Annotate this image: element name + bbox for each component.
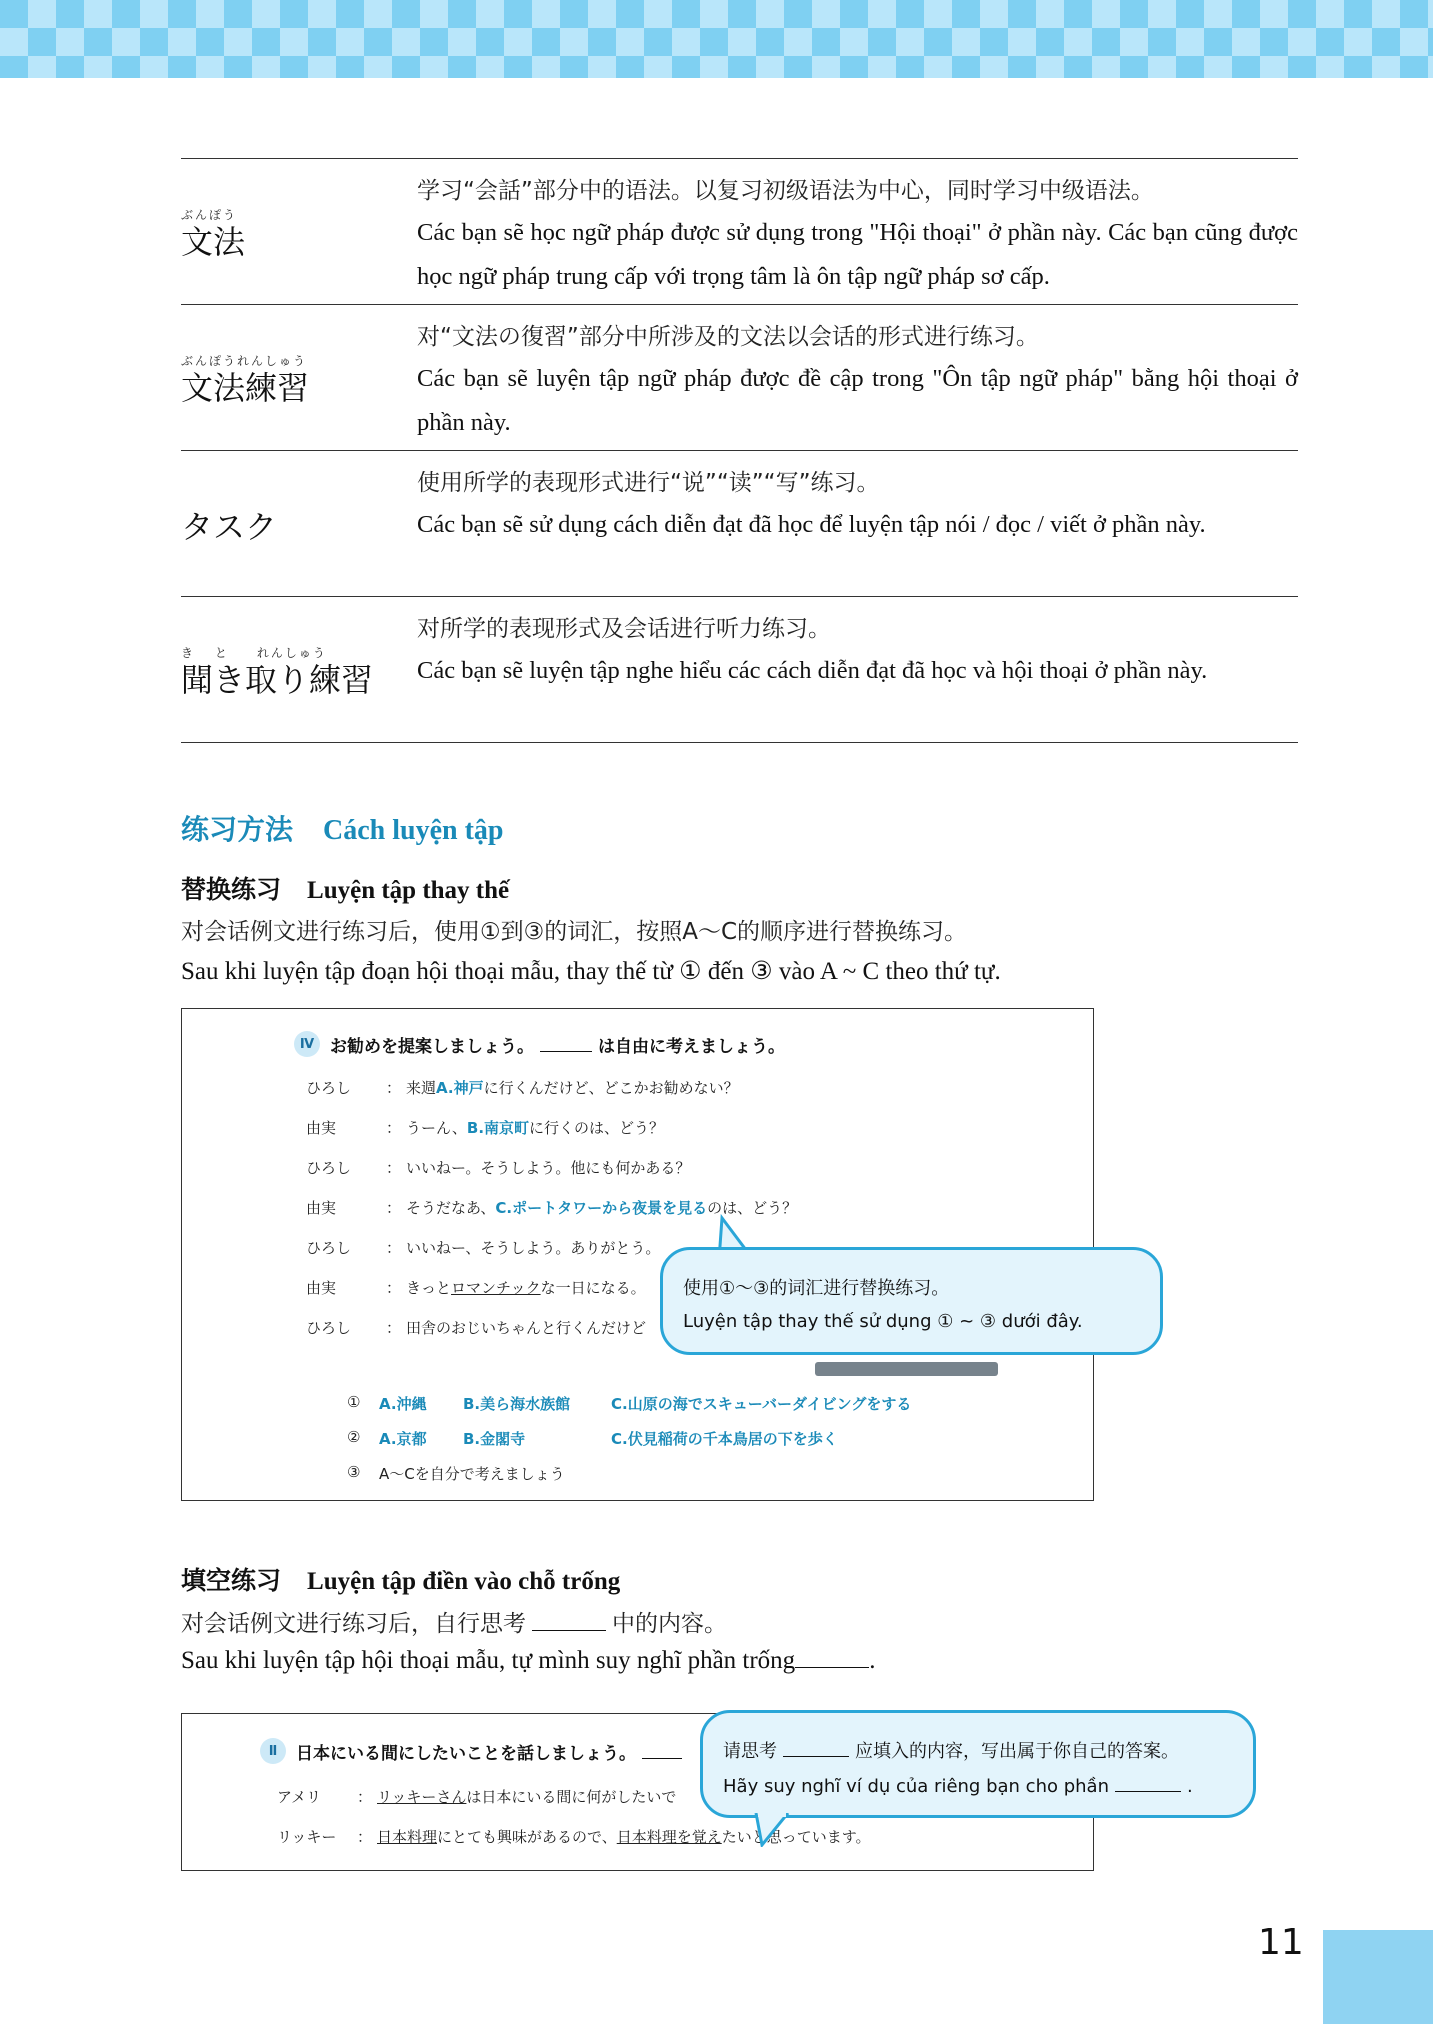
blank-line bbox=[795, 1650, 869, 1668]
callout-bubble-substitution bbox=[660, 1247, 1163, 1355]
substitution-heading bbox=[181, 870, 509, 906]
term-word: タスク bbox=[181, 507, 278, 546]
line-text: に行くんだけど、どこかお勧めない？ bbox=[483, 1079, 739, 1097]
example-title bbox=[260, 1738, 688, 1764]
speaker: 由実 bbox=[306, 1199, 337, 1217]
underlined-phrase: リッキーさん bbox=[377, 1788, 467, 1806]
bubble-text-zh-a: 请思考 bbox=[723, 1741, 777, 1762]
option-c: C.伏見稲荷の千本鳥居の下を歩く bbox=[611, 1430, 838, 1448]
substitution-heading-zh: 替换练习 bbox=[181, 875, 282, 904]
speaker: リッキー bbox=[277, 1828, 337, 1846]
colon: ： bbox=[386, 1239, 402, 1257]
dialogue-line bbox=[306, 1077, 739, 1098]
description-cell bbox=[417, 597, 1298, 742]
option-row bbox=[347, 1393, 911, 1414]
bubble-text-zh: 使用①～③的词汇进行替换练习。 bbox=[683, 1278, 950, 1299]
underlined-phrase: 日本料理を覚え bbox=[616, 1828, 722, 1846]
description-zh: 对“文法の復習”部分中所涉及的文法以会话的形式进行练习。 bbox=[417, 324, 1039, 350]
section-heading bbox=[181, 808, 503, 848]
fill-heading-vi: Luyện tập điền vào chỗ trống bbox=[307, 1568, 621, 1595]
colon: ： bbox=[386, 1319, 402, 1337]
description-zh: 学习“会話”部分中的语法。以复习初级语法为中心，同时学习中级语法。 bbox=[417, 178, 1154, 204]
speaker: 由実 bbox=[306, 1119, 337, 1137]
section-heading-zh: 练习方法 bbox=[181, 813, 294, 846]
dialogue-line bbox=[306, 1277, 646, 1298]
blank-line bbox=[540, 1036, 592, 1052]
line-text: そうだなあ、 bbox=[406, 1199, 496, 1217]
example-number-badge: Ⅱ bbox=[260, 1738, 286, 1764]
description-vi: Các bạn sẽ sử dụng cách diễn đạt đã học để luyện tập nói / đọc / viết ở phần này. bbox=[417, 511, 1206, 538]
term-furigana: き と れんしゅう bbox=[181, 645, 327, 660]
fill-desc-vi bbox=[181, 1647, 875, 1675]
description-zh: 对所学的表现形式及会话进行听力练习。 bbox=[417, 616, 831, 642]
substitution-slot-c: C.ポートタワーから夜景を見る bbox=[495, 1199, 708, 1217]
term-cell bbox=[181, 451, 417, 596]
bubble-tail bbox=[752, 1813, 792, 1847]
decorative-smudge bbox=[815, 1362, 998, 1376]
example-title bbox=[294, 1031, 785, 1057]
blank-line bbox=[1115, 1774, 1181, 1792]
fill-heading bbox=[181, 1561, 620, 1597]
option-row bbox=[347, 1463, 565, 1484]
speaker: アメリ bbox=[277, 1788, 322, 1806]
definition-row bbox=[181, 159, 1298, 305]
option-b: B.金閣寺 bbox=[463, 1430, 526, 1448]
page-corner-tab bbox=[1323, 1930, 1433, 2024]
dialogue-line bbox=[306, 1237, 660, 1258]
option-number: ① bbox=[347, 1393, 361, 1411]
bubble-text-vi-a: Hãy suy nghĩ ví dụ của riêng bạn cho phần bbox=[723, 1776, 1109, 1797]
line-text: な一日になる。 bbox=[540, 1279, 646, 1297]
section-heading-vi: Cách luyện tập bbox=[323, 815, 504, 846]
term-cell bbox=[181, 159, 417, 304]
line-text: たいと思っています。 bbox=[721, 1828, 871, 1846]
line-text: は日本にいる間に何がしたいで bbox=[466, 1788, 677, 1806]
underlined-phrase: 日本料理 bbox=[377, 1828, 438, 1846]
option-row bbox=[347, 1428, 838, 1449]
line-text: いいねー、そうしよう。ありがとう。 bbox=[406, 1239, 661, 1257]
underlined-phrase: ロマンチック bbox=[451, 1279, 541, 1297]
definition-row bbox=[181, 597, 1298, 743]
blank-line bbox=[532, 1613, 606, 1631]
term-furigana: ぶんぽうれんしゅう bbox=[181, 353, 308, 368]
option-b: B.美ら海水族館 bbox=[463, 1395, 571, 1413]
speaker: ひろし bbox=[306, 1159, 352, 1177]
line-text: 来週 bbox=[406, 1079, 437, 1097]
colon: ： bbox=[386, 1159, 402, 1177]
definition-row bbox=[181, 451, 1298, 597]
description-vi: Các bạn sẽ luyện tập ngữ pháp được đề cập trong "Ôn tập ngữ pháp" bằng hội thoại ở phần này. bbox=[417, 365, 1298, 436]
option-a: A.京都 bbox=[379, 1430, 427, 1448]
option-a: A.沖縄 bbox=[379, 1395, 427, 1413]
term-cell bbox=[181, 597, 417, 742]
fill-desc-vi-text: Sau khi luyện tập hội thoại mẫu, tự mình suy nghĩ phần trống bbox=[181, 1647, 796, 1674]
definition-row bbox=[181, 305, 1298, 451]
fill-desc-zh-a: 对会话例文进行练习后，自行思考 bbox=[181, 1611, 526, 1637]
option-text: A～Cを自分で考えましょう bbox=[379, 1465, 565, 1483]
fill-desc-vi-end: . bbox=[869, 1647, 876, 1674]
example-title-text-b: は自由に考えましょう。 bbox=[598, 1036, 785, 1057]
description-cell bbox=[417, 305, 1298, 450]
option-number: ③ bbox=[347, 1463, 361, 1481]
line-text: のは、どう？ bbox=[707, 1199, 798, 1217]
fill-desc-zh-b: 中的内容。 bbox=[612, 1611, 727, 1637]
line-text: いいねー。そうしよう。他にも何かある？ bbox=[406, 1159, 691, 1177]
speaker: ひろし bbox=[306, 1239, 352, 1257]
bubble-text-vi bbox=[723, 1774, 1193, 1797]
description-zh: 使用所学的表现形式进行“说”“读”“写”练习。 bbox=[417, 470, 880, 496]
colon: ： bbox=[386, 1279, 402, 1297]
page-number: 11 bbox=[1258, 1922, 1304, 1963]
bubble-text-zh-b: 应填入的内容，写出属于你自己的答案。 bbox=[855, 1741, 1179, 1762]
bubble-text-vi: Luyện tập thay thế sử dụng ① ~ ③ dưới đây. bbox=[683, 1311, 1083, 1332]
definition-table bbox=[181, 158, 1298, 743]
description-cell bbox=[417, 451, 1298, 596]
substitution-desc-zh: 对会话例文进行练习后，使用①到③的词汇，按照A～C的顺序进行替换练习。 bbox=[181, 919, 968, 945]
dialogue-line bbox=[306, 1317, 646, 1338]
substitution-desc-vi: Sau khi luyện tập đoạn hội thoại mẫu, thay thế từ ① đến ③ vào A ~ C theo thứ tự. bbox=[181, 958, 1001, 985]
option-number: ② bbox=[347, 1428, 361, 1446]
colon: ： bbox=[386, 1199, 402, 1217]
blank-line bbox=[642, 1743, 682, 1759]
term-word: 聞き取り練習 bbox=[181, 660, 374, 699]
term-word: 文法練習 bbox=[181, 368, 310, 407]
speaker: 由実 bbox=[306, 1279, 337, 1297]
example-title-text-a: お勧めを提案しましょう。 bbox=[330, 1036, 534, 1057]
bubble-text-vi-end: . bbox=[1186, 1776, 1193, 1797]
dialogue-line bbox=[277, 1786, 676, 1807]
dialogue-line bbox=[306, 1157, 690, 1178]
example-title-text: 日本にいる間にしたいことを話しましょう。 bbox=[296, 1743, 636, 1764]
colon: ： bbox=[357, 1788, 373, 1806]
option-c: C.山原の海でスキューバーダイビングをする bbox=[611, 1395, 912, 1413]
speaker: ひろし bbox=[306, 1079, 352, 1097]
term-furigana: ぶんぽう bbox=[181, 207, 238, 222]
description-cell bbox=[417, 159, 1298, 304]
example-number-badge: Ⅳ bbox=[294, 1031, 320, 1057]
bubble-text-zh bbox=[723, 1737, 1179, 1763]
callout-bubble-fill bbox=[700, 1710, 1256, 1818]
substitution-slot-b: B.南京町 bbox=[466, 1119, 530, 1137]
substitution-slot-a: A.神戸 bbox=[436, 1079, 484, 1097]
description-vi: Các bạn sẽ luyện tập nghe hiểu các cách diễn đạt đã học và hội thoại ở phần này. bbox=[417, 657, 1208, 684]
top-checkered-band bbox=[0, 0, 1433, 78]
term-word: 文法 bbox=[181, 222, 246, 261]
dialogue-line bbox=[306, 1117, 664, 1138]
colon: ： bbox=[386, 1119, 402, 1137]
line-text: きっと bbox=[406, 1279, 452, 1297]
substitution-heading-vi: Luyện tập thay thế bbox=[307, 877, 510, 904]
colon: ： bbox=[357, 1828, 373, 1846]
term-cell bbox=[181, 305, 417, 450]
fill-desc-zh bbox=[181, 1605, 727, 1638]
fill-heading-zh: 填空练习 bbox=[181, 1566, 282, 1595]
line-text: うーん、 bbox=[406, 1119, 467, 1137]
description-vi: Các bạn sẽ học ngữ pháp được sử dụng trong "Hội thoại" ở phần này. Các bạn cũng được học ngữ pháp trung cấp với trọng tâm là ôn tập ngữ pháp sơ cấp. bbox=[417, 219, 1298, 290]
speaker: ひろし bbox=[306, 1319, 352, 1337]
line-text: 田舎のおじいちゃんと行くんだけど bbox=[406, 1319, 647, 1337]
line-text: にとても興味があるので、 bbox=[437, 1828, 617, 1846]
blank-line bbox=[783, 1739, 849, 1757]
colon: ： bbox=[386, 1079, 402, 1097]
line-text: に行くのは、どう？ bbox=[529, 1119, 665, 1137]
